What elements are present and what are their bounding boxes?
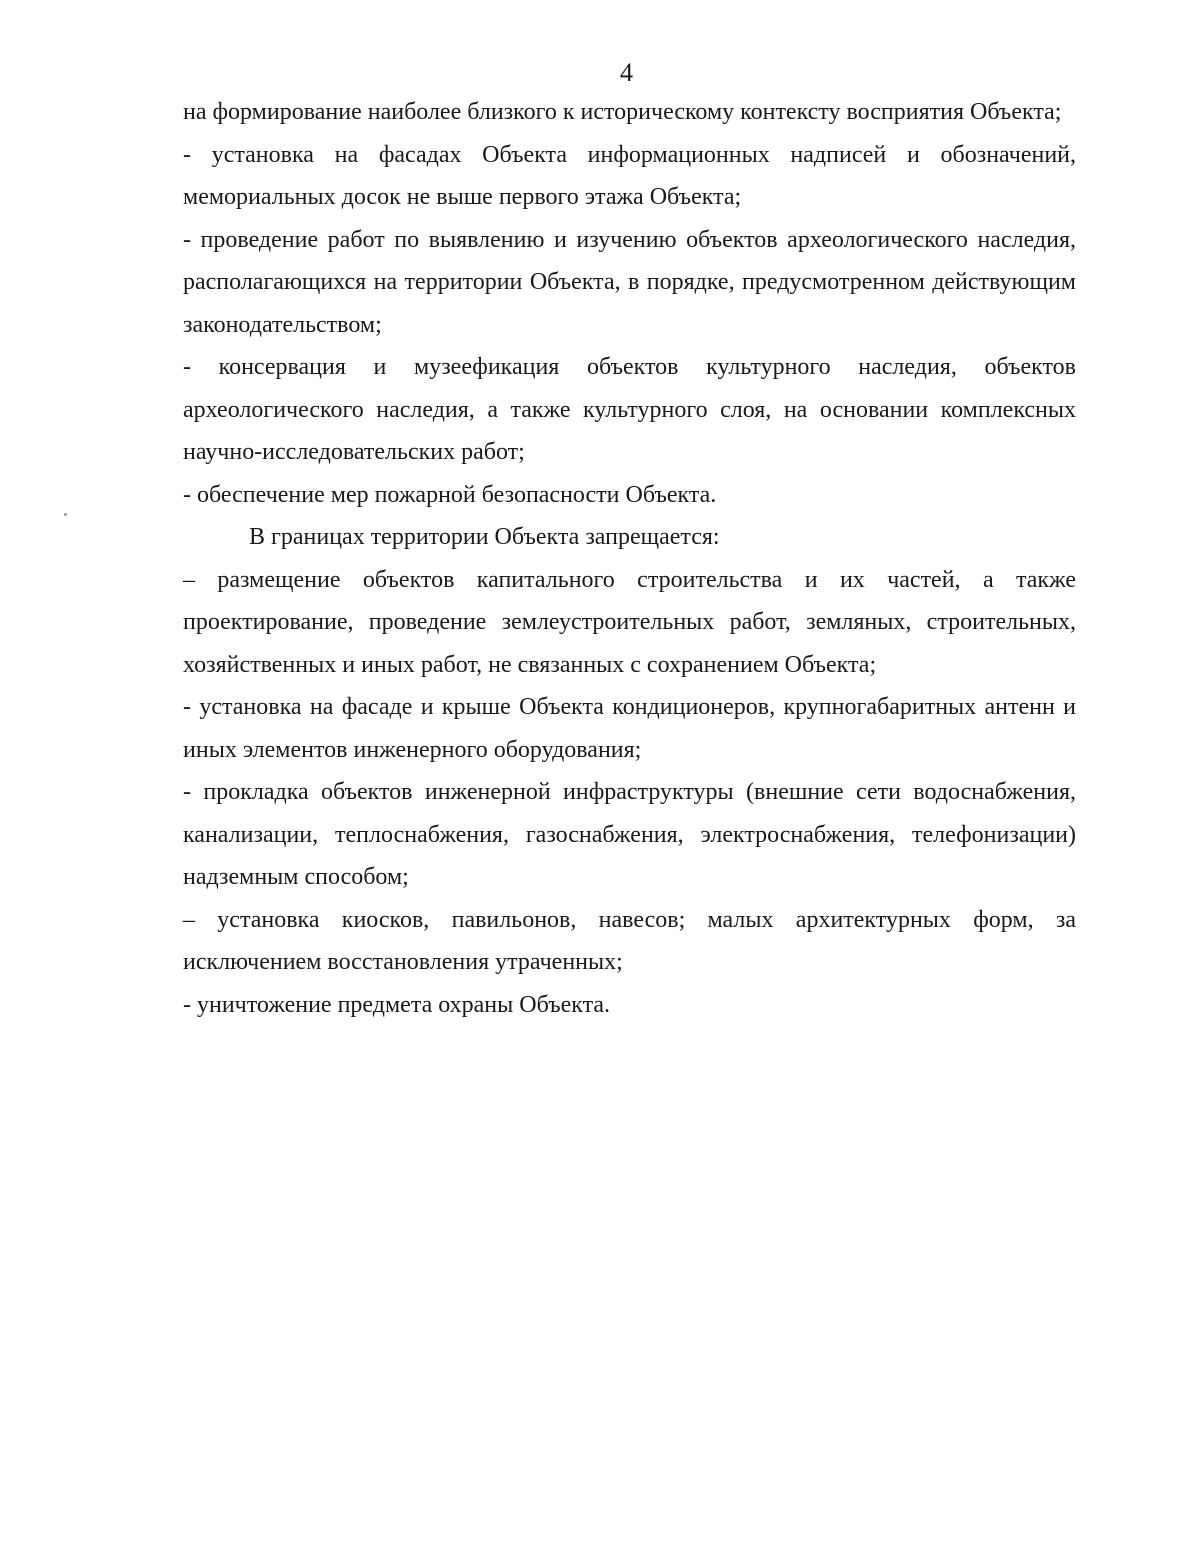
list-item-fire-safety: - обеспечение мер пожарной безопасности Объекта.: [183, 481, 717, 508]
paragraph-continuation: на формирование наиболее близкого к историческому контексту восприятия Объекта;: [183, 99, 1062, 125]
page-number: 4: [620, 58, 633, 87]
prohibitions-heading: В границах территории Объекта запрещается:: [249, 524, 720, 550]
list-item-kiosks-ban: – установка киосков, павильонов, навесов; малых архитектурных форм, за исключением восстановления утраченных;: [183, 906, 1076, 975]
list-item-facade-signs: - установка на фасадах Объекта информационных надписей и обозначений, мемориальных досок не выше первого этажа Объекта;: [183, 141, 1076, 210]
list-item-conservation: - консервация и музеефикация объектов культурного наследия, объектов археологического наследия, а также культурного слоя, на основании комплексных научно-исследовательских работ;: [183, 354, 1076, 465]
list-item-archaeology-research: - проведение работ по выявлению и изучению объектов археологического наследия, располагающихся на территории Объекта, в порядке, предусмотренном действующим законодательством;: [183, 226, 1076, 338]
list-item-infrastructure-ban: - прокладка объектов инженерной инфраструктуры (внешние сети водоснабжения, канализации, теплоснабжения, газоснабжения, электроснабжения, телефонизации) надземным способом;: [183, 779, 1076, 890]
list-item-equipment-ban: - установка на фасаде и крыше Объекта кондиционеров, крупногабаритных антенн и иных элементов инженерного оборудования;: [183, 694, 1076, 763]
scan-artifact-dot: [64, 513, 67, 516]
list-item-destruction-ban: - уничтожение предмета охраны Объекта.: [183, 991, 611, 1018]
list-item-construction-ban: – размещение объектов капитального строительства и их частей, а также проектирование, проведение землеустроительных работ, земляных, строительных, хозяйственных и иных работ, не связанных с сохранением Объекта;: [183, 566, 1076, 678]
document-body: [183, 91, 1076, 1026]
